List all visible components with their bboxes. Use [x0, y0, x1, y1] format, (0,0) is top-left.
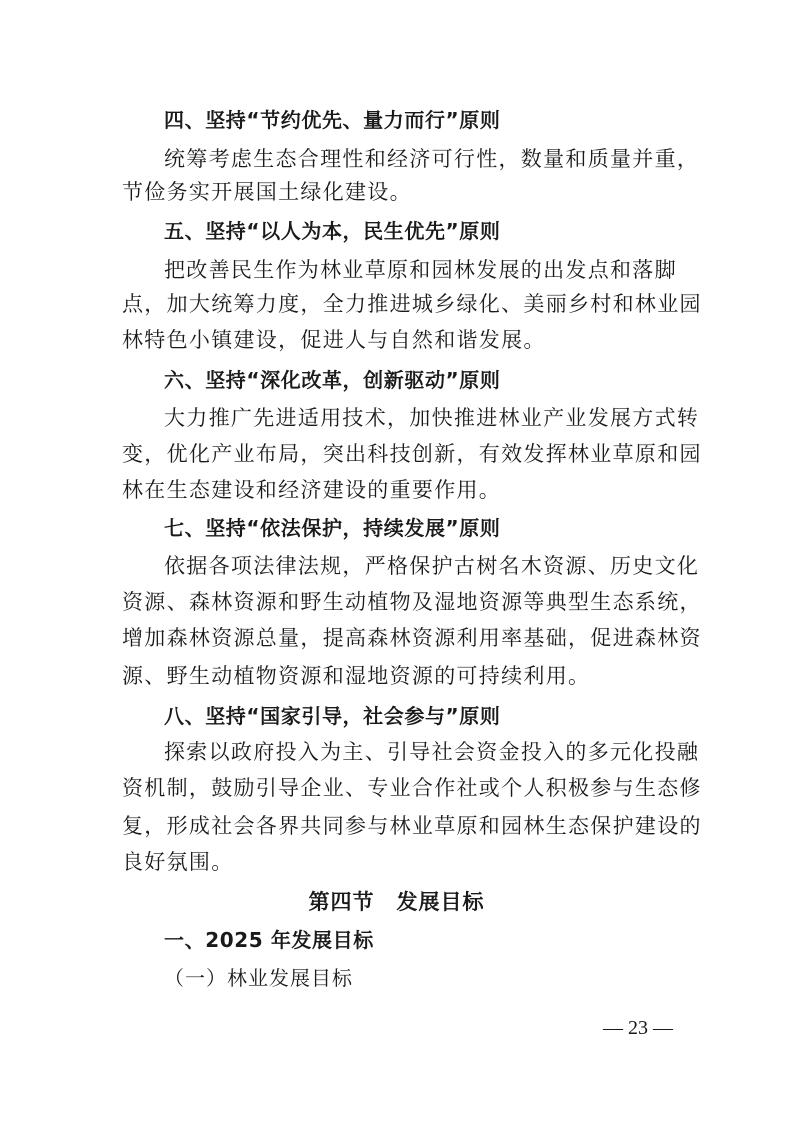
paragraph-line: 源、野生动植物资源和湿地资源的可持续利用。 [122, 664, 591, 688]
subheading-2025-goals: 一、2025 年发展目标 [164, 928, 374, 952]
principle-heading-4: 四、坚持“节约优先、量力而行”原则 [164, 108, 501, 132]
paragraph-line: 资源、森林资源和野生动植物及湿地资源等典型生态系统， [122, 590, 702, 614]
paragraph-line: 复，形成社会各界共同参与林业草原和园林生态保护建设的 [122, 814, 702, 838]
page-number: — 23 — [603, 1017, 673, 1039]
subheading-forestry-goals: （一）林业发展目标 [164, 966, 353, 990]
paragraph-line: 依据各项法律法规，严格保护古树名木资源、历史文化 [164, 554, 700, 578]
paragraph-line: 统筹考虑生态合理性和经济可行性，数量和质量并重， [164, 147, 700, 171]
principle-heading-7: 七、坚持“依法保护，持续发展”原则 [164, 516, 501, 540]
paragraph-line: 增加森林资源总量，提高森林资源利用率基础，促进森林资 [122, 626, 702, 650]
principle-heading-5: 五、坚持“以人为本，民生优先”原则 [164, 219, 501, 243]
paragraph-line: 良好氛围。 [122, 850, 234, 874]
principle-heading-6: 六、坚持“深化改革，创新驱动”原则 [164, 368, 501, 392]
paragraph-line: 林特色小镇建设，促进人与自然和谐发展。 [122, 328, 546, 352]
paragraph-line: 大力推广先进适用技术，加快推进林业产业发展方式转 [164, 406, 700, 430]
paragraph-line: 林在生态建设和经济建设的重要作用。 [122, 478, 502, 502]
paragraph-line: 点，加大统筹力度，全力推进城乡绿化、美丽乡村和林业园 [122, 292, 702, 316]
section-title: 第四节 发展目标 [308, 890, 485, 914]
paragraph-line: 探索以政府投入为主、引导社会资金投入的多元化投融 [164, 740, 700, 764]
paragraph-line: 资机制，鼓励引导企业、专业合作社或个人积极参与生态修 [122, 776, 702, 800]
principle-heading-8: 八、坚持“国家引导，社会参与”原则 [164, 704, 501, 728]
paragraph-line: 变，优化产业布局，突出科技创新，有效发挥林业草原和园 [122, 442, 702, 466]
paragraph-line: 节俭务实开展国土绿化建设。 [122, 180, 412, 204]
paragraph-line: 把改善民生作为林业草原和园林发展的出发点和落脚 [164, 258, 677, 282]
